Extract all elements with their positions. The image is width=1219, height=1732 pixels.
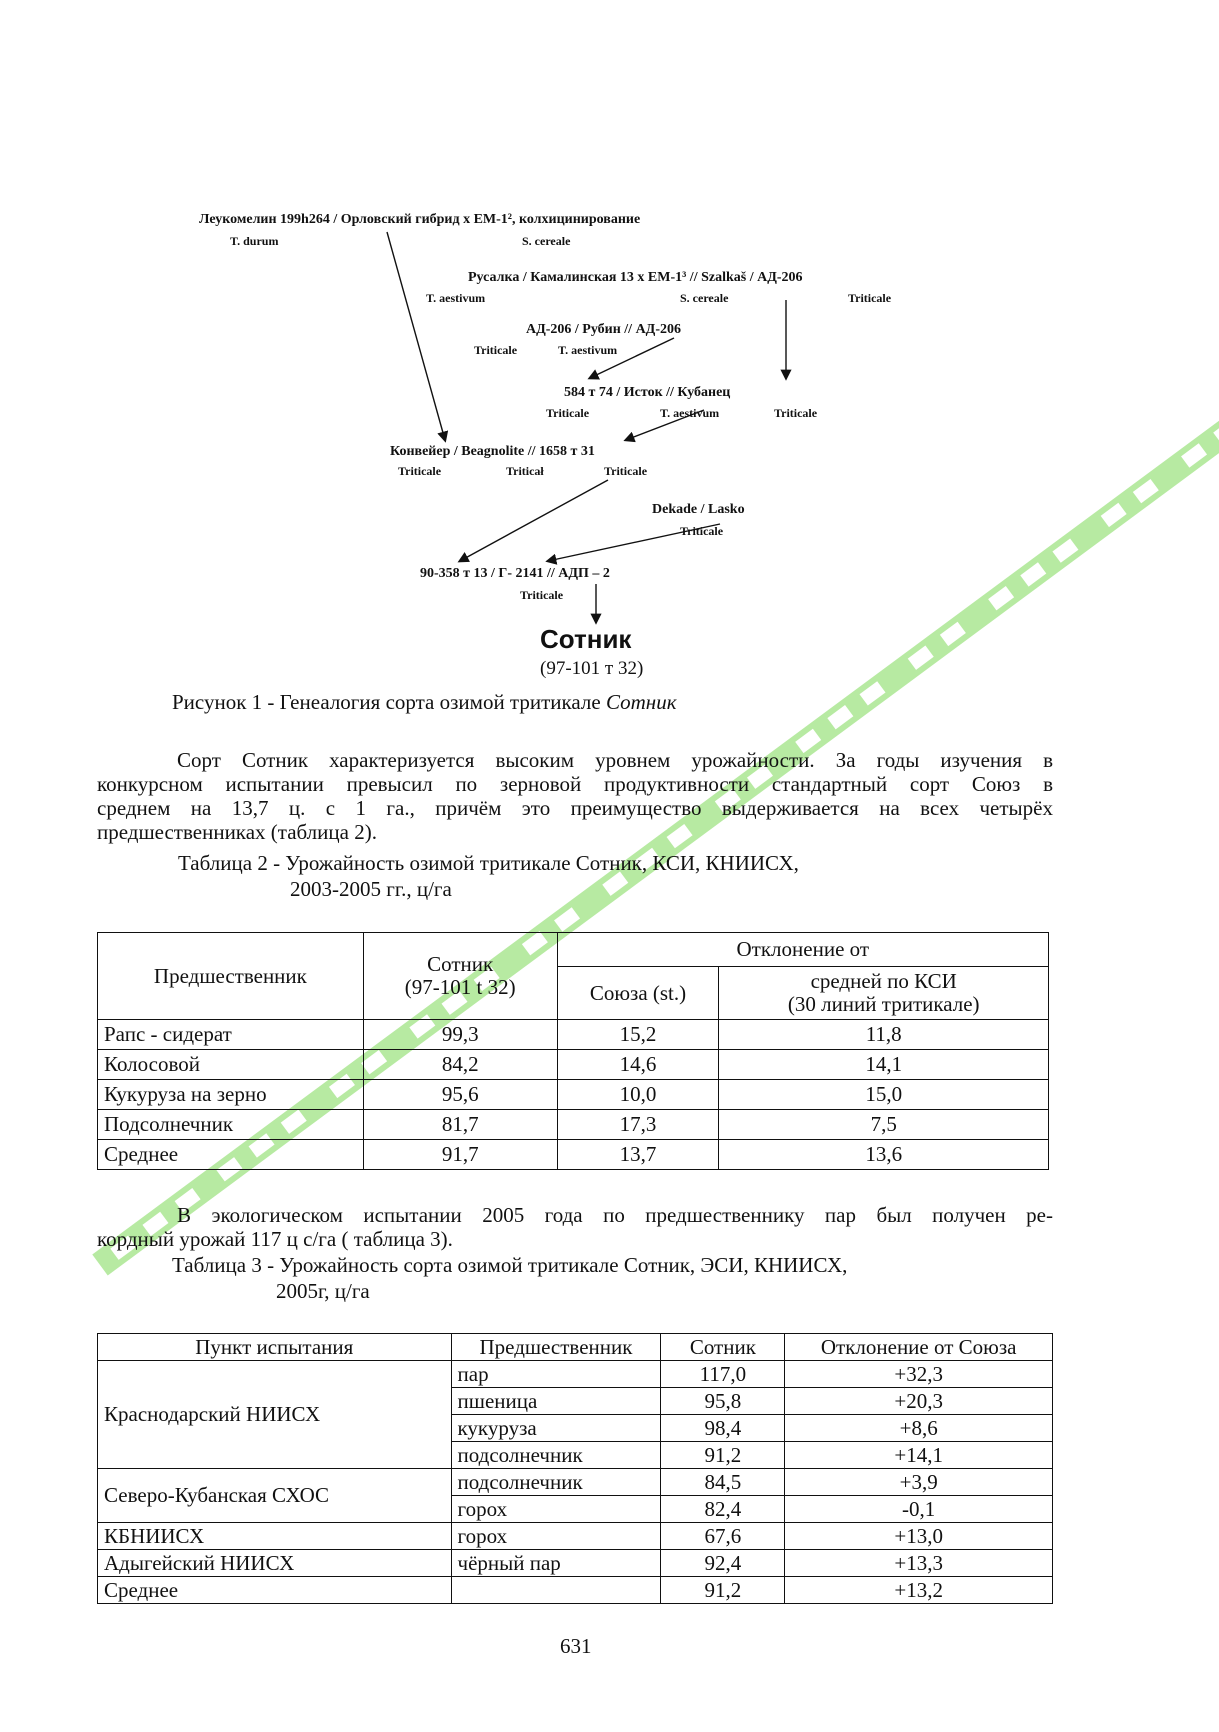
table-row (98, 1469, 1053, 1496)
table3-header-sotnik: Сотник (661, 1334, 785, 1361)
table3-cell-sotnik: 98,4 (661, 1415, 785, 1442)
figure-caption (172, 690, 677, 715)
pedigree-row7: 90-358 т 13 / Г- 2141 // АДП – 2 (420, 566, 610, 581)
pedigree-row6: Dekade / Lasko (652, 502, 745, 517)
table2-cell-predecessor: Подсолнечник (98, 1110, 364, 1140)
table3-header-site: Пункт испытания (98, 1334, 452, 1361)
table2-header-sotnik-line1: Сотник (427, 952, 494, 976)
result-variety-name: Сотник (540, 624, 632, 654)
table3-cell-sotnik: 67,6 (661, 1523, 785, 1550)
table2-header-predecessor: Предшественник (98, 933, 364, 1020)
table2-cell-soyuz: 17,3 (557, 1110, 719, 1140)
figure-caption-prefix: Рисунок 1 - Генеалогия сорта озимой тритикале (172, 690, 606, 714)
page-number: 631 (560, 1634, 592, 1658)
table3-cell-site: Среднее (98, 1577, 452, 1604)
table2-header-avg-line2: (30 линий тритикале) (787, 992, 980, 1017)
table2-cell-predecessor: Кукуруза на зерно (98, 1080, 364, 1110)
paragraph-2 (97, 1203, 1053, 1251)
table3-cell-predecessor: подсолнечник (451, 1442, 661, 1469)
table3-cell-sotnik: 82,4 (661, 1496, 785, 1523)
table3-cell-predecessor: горох (451, 1496, 661, 1523)
table3-cell-sotnik: 91,2 (661, 1442, 785, 1469)
table2-cell-sotnik: 99,3 (363, 1020, 557, 1050)
pedigree-row1: Леукомелин 199h264 / Орловский гибрид х ЕМ-1², колхицинирование (199, 212, 641, 227)
table3-cell-deviation: +20,3 (785, 1388, 1053, 1415)
table2-header-deviation: Отклонение от (557, 933, 1048, 967)
table2-cell-soyuz: 15,2 (557, 1020, 719, 1050)
arrow-konveier-to-90358 (460, 480, 608, 561)
table3-cell-deviation: +13,3 (785, 1550, 1053, 1577)
table3-cell-sotnik: 92,4 (661, 1550, 785, 1577)
table2-header-sotnik-line2: (97-101 t 32) (404, 975, 516, 999)
table2-cell-predecessor: Среднее (98, 1140, 364, 1170)
table2-header-soyuz: Союза (st.) (557, 967, 719, 1020)
table-row (98, 1020, 1049, 1050)
pedigree-row2-sub3: Triticale (848, 291, 892, 305)
table2-cell-avg: 7,5 (719, 1110, 1049, 1140)
table3-cell-deviation: +13,2 (785, 1577, 1053, 1604)
table3-cell-predecessor: чёрный пар (451, 1550, 661, 1577)
paragraph-1-line: Сорт Сотник характеризуется высоким уровнем урожайности. За годы изучения в (177, 748, 1053, 772)
table3-cell-predecessor: горох (451, 1523, 661, 1550)
table3-cell-deviation: +14,1 (785, 1442, 1053, 1469)
table-row (98, 1110, 1049, 1140)
table2-cell-avg: 13,6 (719, 1140, 1049, 1170)
table-row (98, 1523, 1053, 1550)
table3-cell-site: Адыгейский НИИСХ (98, 1550, 452, 1577)
pedigree-row4-sub1: Triticale (546, 406, 590, 420)
table-row (98, 1550, 1053, 1577)
table2-header-avg (719, 967, 1049, 1020)
table3-cell-deviation: +13,0 (785, 1523, 1053, 1550)
table2-cell-avg: 11,8 (719, 1020, 1049, 1050)
table3-header-predecessor: Предшественник (451, 1334, 661, 1361)
pedigree-row4-sub2: T. aestivum (660, 406, 720, 420)
table-3 (97, 1333, 1053, 1604)
table-row (98, 1577, 1053, 1604)
pedigree-row2-sub2: S. cereale (680, 291, 729, 305)
pedigree-row3-sub2: T. aestivum (558, 343, 618, 357)
table2-caption-line2: 2003-2005 гг., ц/га (290, 877, 452, 901)
table3-cell-sotnik: 95,8 (661, 1388, 785, 1415)
table2-cell-sotnik: 91,7 (363, 1140, 557, 1170)
paragraph-1 (97, 748, 1053, 844)
table3-cell-sotnik: 84,5 (661, 1469, 785, 1496)
table3-cell-predecessor (451, 1577, 661, 1604)
table2-cell-soyuz: 14,6 (557, 1050, 719, 1080)
table-2 (97, 932, 1049, 1170)
table3-cell-site: КБНИИСХ (98, 1523, 452, 1550)
result-variety-code: (97-101 т 32) (540, 658, 644, 679)
table3-caption-line2: 2005г, ц/га (276, 1279, 370, 1303)
pedigree-row5-sub1: Triticale (398, 464, 442, 478)
pedigree-row6-sub1: Triticale (680, 524, 724, 538)
table-row (98, 1050, 1049, 1080)
table3-cell-deviation: +3,9 (785, 1469, 1053, 1496)
table3-cell-site: Краснодарский НИИСХ (98, 1361, 452, 1469)
table2-cell-sotnik: 84,2 (363, 1050, 557, 1080)
table2-cell-predecessor: Рапс - сидерат (98, 1020, 364, 1050)
paragraph-1-line: конкурсном испытании превысил по зерновой продуктивности стандартный сорт Союз в (97, 772, 1053, 796)
table3-cell-predecessor: подсолнечник (451, 1469, 661, 1496)
table3-cell-site: Северо-Кубанская СХОС (98, 1469, 452, 1523)
table2-cell-sotnik: 81,7 (363, 1110, 557, 1140)
table2-cell-avg: 15,0 (719, 1080, 1049, 1110)
table2-cell-soyuz: 13,7 (557, 1140, 719, 1170)
table-row (98, 1361, 1053, 1388)
pedigree-row2-sub1: T. aestivum (426, 291, 486, 305)
table3-header-deviation: Отклонение от Союза (785, 1334, 1053, 1361)
table2-cell-soyuz: 10,0 (557, 1080, 719, 1110)
figure-caption-variety: Сотник (605, 690, 677, 714)
table2-caption-line1: Таблица 2 - Урожайность озимой тритикале Сотник, КСИ, КНИИСХ, (178, 851, 799, 875)
paragraph-2-line: В экологическом испытании 2005 года по предшественнику пар был получен ре- (177, 1203, 1053, 1227)
table2-header-avg-line1: средней по КСИ (810, 969, 957, 994)
pedigree-row4: 584 т 74 / Исток // Кубанец (564, 385, 731, 400)
table3-cell-deviation: +8,6 (785, 1415, 1053, 1442)
pedigree-row3-sub1: Triticale (474, 343, 518, 357)
table3-cell-sotnik: 117,0 (661, 1361, 785, 1388)
pedigree-row1-sub2: S. cereale (522, 234, 571, 248)
table2-cell-predecessor: Колосовой (98, 1050, 364, 1080)
pedigree-row5: Конвейер / Beagnolite // 1658 т 31 (390, 444, 595, 459)
table3-cell-predecessor: кукуруза (451, 1415, 661, 1442)
table-row (98, 1080, 1049, 1110)
table3-cell-deviation: +32,3 (785, 1361, 1053, 1388)
table3-cell-sotnik: 91,2 (661, 1577, 785, 1604)
table3-cell-deviation: -0,1 (785, 1496, 1053, 1523)
table2-cell-avg: 14,1 (719, 1050, 1049, 1080)
table3-cell-predecessor: пар (451, 1361, 661, 1388)
pedigree-row2: Русалка / Камалинская 13 х ЕМ-1³ // Szalkaš / АД-206 (468, 270, 803, 285)
table2-header-sotnik (363, 933, 557, 1020)
paragraph-2-line: кордный урожай 117 ц с/га ( таблица 3). (97, 1227, 453, 1251)
pedigree-row4-sub3: Triticale (774, 406, 818, 420)
pedigree-row1-sub1: T. durum (230, 234, 279, 248)
pedigree-row3: АД-206 / Рубин // АД-206 (526, 322, 681, 337)
arrow-leukomelin-to-konveier (387, 232, 445, 440)
table3-caption-line1: Таблица 3 - Урожайность сорта озимой тритикале Сотник, ЭСИ, КНИИСХ, (172, 1253, 848, 1277)
pedigree-row5-sub3: Triticale (604, 464, 648, 478)
table2-cell-sotnik: 95,6 (363, 1080, 557, 1110)
paragraph-1-line: предшественниках (таблица 2). (97, 820, 377, 844)
table3-cell-predecessor: пшеница (451, 1388, 661, 1415)
pedigree-row5-sub2: Triticał (506, 464, 544, 478)
table-row (98, 1140, 1049, 1170)
paragraph-1-line: среднем на 13,7 ц. с 1 га., причём это преимущество выдерживается на всех четырёх (97, 796, 1053, 820)
pedigree-row7-sub1: Triticale (520, 588, 564, 602)
